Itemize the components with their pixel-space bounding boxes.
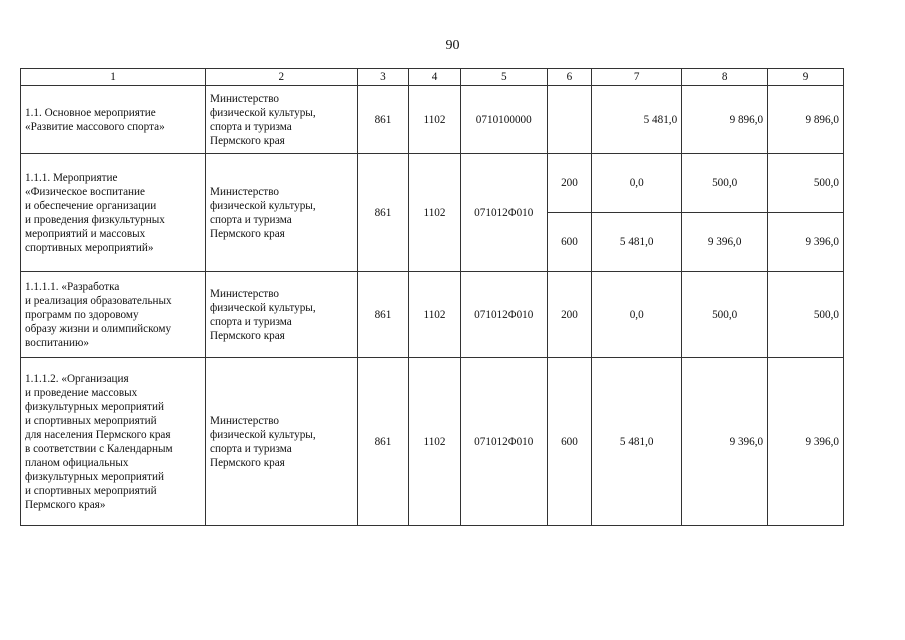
amount-cell: 500,0 [682, 272, 768, 358]
amount-cell: 9 396,0 [682, 213, 768, 272]
amount-cell: 5 481,0 [592, 358, 682, 526]
amount-cell: 9 396,0 [682, 358, 768, 526]
column-header: 2 [206, 69, 358, 86]
code-cell: 600 [547, 213, 591, 272]
code-cell: 861 [357, 358, 409, 526]
code-cell: 861 [357, 86, 409, 154]
column-header: 5 [460, 69, 547, 86]
table-header-row [21, 69, 844, 86]
column-header: 9 [768, 69, 844, 86]
code-cell: 1102 [409, 154, 461, 272]
code-cell: 600 [547, 358, 591, 526]
amount-cell: 9 396,0 [768, 213, 844, 272]
code-cell: 1102 [409, 86, 461, 154]
code-cell [547, 86, 591, 154]
activity-name-cell: 1.1.1.2. «Организация и проведение массовых физкультурных мероприятий и спортивных мероприятий для населения Пермского края в соответствии с Календарным планом официальных физкультурных мероприятий и спортивных мероприятий Пермского края» [21, 358, 206, 526]
ministry-cell: Министерство физической культуры, спорта и туризма Пермского края [206, 154, 358, 272]
activity-name-cell: 1.1. Основное мероприятие «Развитие массового спорта» [21, 86, 206, 154]
amount-cell: 0,0 [592, 154, 682, 213]
ministry-cell: Министерство физической культуры, спорта и туризма Пермского края [206, 358, 358, 526]
code-cell: 071012Ф010 [460, 154, 547, 272]
amount-cell: 500,0 [768, 154, 844, 213]
column-header: 8 [682, 69, 768, 86]
column-header: 6 [547, 69, 591, 86]
code-cell: 1102 [409, 358, 461, 526]
amount-cell: 9 396,0 [768, 358, 844, 526]
code-cell: 861 [357, 154, 409, 272]
amount-cell: 500,0 [768, 272, 844, 358]
table-row [21, 272, 844, 358]
amount-cell: 9 896,0 [682, 86, 768, 154]
code-cell: 200 [547, 272, 591, 358]
amount-cell: 5 481,0 [592, 86, 682, 154]
column-header: 4 [409, 69, 461, 86]
budget-table [20, 68, 844, 526]
amount-cell: 500,0 [682, 154, 768, 213]
table-row [21, 86, 844, 154]
code-cell: 071012Ф010 [460, 272, 547, 358]
code-cell: 200 [547, 154, 591, 213]
code-cell: 071012Ф010 [460, 358, 547, 526]
activity-name-cell: 1.1.1.1. «Разработка и реализация образовательных программ по здоровому образу жизни и олимпийскому воспитанию» [21, 272, 206, 358]
amount-cell: 0,0 [592, 272, 682, 358]
page-number: 90 [445, 38, 460, 53]
amount-cell: 5 481,0 [592, 213, 682, 272]
column-header: 7 [592, 69, 682, 86]
ministry-cell: Министерство физической культуры, спорта и туризма Пермского края [206, 86, 358, 154]
code-cell: 1102 [409, 272, 461, 358]
column-header: 1 [21, 69, 206, 86]
table-row [21, 154, 844, 213]
amount-cell: 9 896,0 [768, 86, 844, 154]
code-cell: 0710100000 [460, 86, 547, 154]
column-header: 3 [357, 69, 409, 86]
code-cell: 861 [357, 272, 409, 358]
ministry-cell: Министерство физической культуры, спорта и туризма Пермского края [206, 272, 358, 358]
activity-name-cell: 1.1.1. Мероприятие «Физическое воспитание и обеспечение организации и проведения физкультурных мероприятий и массовых спортивных мероприятий» [21, 154, 206, 272]
table-row [21, 358, 844, 526]
